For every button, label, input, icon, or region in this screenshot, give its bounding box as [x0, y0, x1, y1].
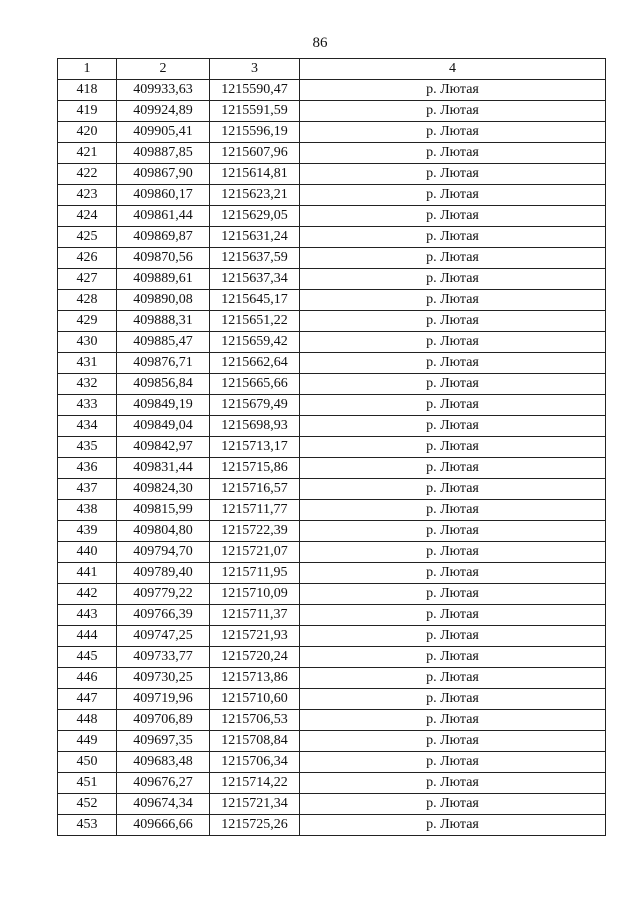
table-row — [58, 668, 606, 689]
table-row — [58, 458, 606, 479]
table-row — [58, 374, 606, 395]
description-cell: р. Лютая — [300, 773, 606, 794]
description-cell: р. Лютая — [300, 668, 606, 689]
table-row — [58, 647, 606, 668]
point-number-cell: 443 — [58, 605, 117, 626]
point-number-cell: 434 — [58, 416, 117, 437]
y-coordinate-cell: 1215725,26 — [210, 815, 300, 836]
y-coordinate-cell: 1215721,34 — [210, 794, 300, 815]
y-coordinate-cell: 1215629,05 — [210, 206, 300, 227]
description-cell: р. Лютая — [300, 815, 606, 836]
point-number-cell: 452 — [58, 794, 117, 815]
y-coordinate-cell: 1215710,60 — [210, 689, 300, 710]
x-coordinate-cell: 409889,61 — [117, 269, 210, 290]
x-coordinate-cell: 409730,25 — [117, 668, 210, 689]
y-coordinate-cell: 1215665,66 — [210, 374, 300, 395]
x-coordinate-cell: 409719,96 — [117, 689, 210, 710]
page-number: 86 — [312, 35, 328, 51]
table-row — [58, 521, 606, 542]
table-row — [58, 773, 606, 794]
point-number-cell: 453 — [58, 815, 117, 836]
point-number-cell: 451 — [58, 773, 117, 794]
x-coordinate-cell: 409861,44 — [117, 206, 210, 227]
point-number-cell: 444 — [58, 626, 117, 647]
point-number-cell: 432 — [58, 374, 117, 395]
description-cell: р. Лютая — [300, 521, 606, 542]
x-coordinate-cell: 409815,99 — [117, 500, 210, 521]
point-number-cell: 440 — [58, 542, 117, 563]
description-cell: р. Лютая — [300, 500, 606, 521]
point-number-cell: 418 — [58, 80, 117, 101]
y-coordinate-cell: 1215706,34 — [210, 752, 300, 773]
table-row — [58, 794, 606, 815]
table-row — [58, 731, 606, 752]
description-cell: р. Лютая — [300, 101, 606, 122]
table-row — [58, 479, 606, 500]
point-number-cell: 428 — [58, 290, 117, 311]
description-cell: р. Лютая — [300, 437, 606, 458]
x-coordinate-cell: 409856,84 — [117, 374, 210, 395]
table-row — [58, 122, 606, 143]
y-coordinate-cell: 1215679,49 — [210, 395, 300, 416]
description-cell: р. Лютая — [300, 416, 606, 437]
x-coordinate-cell: 409697,35 — [117, 731, 210, 752]
table-row — [58, 206, 606, 227]
point-number-cell: 431 — [58, 353, 117, 374]
x-coordinate-cell: 409870,56 — [117, 248, 210, 269]
table-row — [58, 101, 606, 122]
table-row — [58, 752, 606, 773]
point-number-cell: 430 — [58, 332, 117, 353]
x-coordinate-cell: 409666,66 — [117, 815, 210, 836]
point-number-cell: 424 — [58, 206, 117, 227]
y-coordinate-cell: 1215713,86 — [210, 668, 300, 689]
x-coordinate-cell: 409706,89 — [117, 710, 210, 731]
description-cell: р. Лютая — [300, 248, 606, 269]
point-number-cell: 446 — [58, 668, 117, 689]
description-cell: р. Лютая — [300, 479, 606, 500]
x-coordinate-cell: 409887,85 — [117, 143, 210, 164]
y-coordinate-cell: 1215711,95 — [210, 563, 300, 584]
point-number-cell: 445 — [58, 647, 117, 668]
x-coordinate-cell: 409924,89 — [117, 101, 210, 122]
point-number-cell: 433 — [58, 395, 117, 416]
y-coordinate-cell: 1215722,39 — [210, 521, 300, 542]
point-number-cell: 427 — [58, 269, 117, 290]
point-number-cell: 442 — [58, 584, 117, 605]
table-row — [58, 437, 606, 458]
point-number-cell: 449 — [58, 731, 117, 752]
y-coordinate-cell: 1215607,96 — [210, 143, 300, 164]
y-coordinate-cell: 1215651,22 — [210, 311, 300, 332]
table-row — [58, 311, 606, 332]
table-row — [58, 80, 606, 101]
x-coordinate-cell: 409747,25 — [117, 626, 210, 647]
description-cell: р. Лютая — [300, 794, 606, 815]
table-row — [58, 710, 606, 731]
x-coordinate-cell: 409789,40 — [117, 563, 210, 584]
description-cell: р. Лютая — [300, 311, 606, 332]
description-cell: р. Лютая — [300, 290, 606, 311]
y-coordinate-cell: 1215590,47 — [210, 80, 300, 101]
description-cell: р. Лютая — [300, 605, 606, 626]
point-number-cell: 419 — [58, 101, 117, 122]
x-coordinate-cell: 409804,80 — [117, 521, 210, 542]
x-coordinate-cell: 409831,44 — [117, 458, 210, 479]
description-cell: р. Лютая — [300, 80, 606, 101]
point-number-cell: 436 — [58, 458, 117, 479]
x-coordinate-cell: 409733,77 — [117, 647, 210, 668]
description-cell: р. Лютая — [300, 185, 606, 206]
table-row — [58, 164, 606, 185]
y-coordinate-cell: 1215711,37 — [210, 605, 300, 626]
table-row — [58, 416, 606, 437]
description-cell: р. Лютая — [300, 206, 606, 227]
point-number-cell: 441 — [58, 563, 117, 584]
point-number-cell: 425 — [58, 227, 117, 248]
description-cell: р. Лютая — [300, 227, 606, 248]
y-coordinate-cell: 1215631,24 — [210, 227, 300, 248]
table-row — [58, 332, 606, 353]
y-coordinate-cell: 1215714,22 — [210, 773, 300, 794]
x-coordinate-cell: 409885,47 — [117, 332, 210, 353]
y-coordinate-cell: 1215721,07 — [210, 542, 300, 563]
description-cell: р. Лютая — [300, 710, 606, 731]
y-coordinate-cell: 1215711,77 — [210, 500, 300, 521]
y-coordinate-cell: 1215645,17 — [210, 290, 300, 311]
y-coordinate-cell: 1215720,24 — [210, 647, 300, 668]
table-row — [58, 689, 606, 710]
table-row — [58, 542, 606, 563]
y-coordinate-cell: 1215596,19 — [210, 122, 300, 143]
y-coordinate-cell: 1215659,42 — [210, 332, 300, 353]
column-header-2: 2 — [117, 59, 210, 80]
point-number-cell: 429 — [58, 311, 117, 332]
point-number-cell: 426 — [58, 248, 117, 269]
description-cell: р. Лютая — [300, 374, 606, 395]
description-cell: р. Лютая — [300, 752, 606, 773]
y-coordinate-cell: 1215614,81 — [210, 164, 300, 185]
table-row — [58, 248, 606, 269]
description-cell: р. Лютая — [300, 353, 606, 374]
x-coordinate-cell: 409824,30 — [117, 479, 210, 500]
x-coordinate-cell: 409683,48 — [117, 752, 210, 773]
x-coordinate-cell: 409890,08 — [117, 290, 210, 311]
point-number-cell: 437 — [58, 479, 117, 500]
x-coordinate-cell: 409876,71 — [117, 353, 210, 374]
description-cell: р. Лютая — [300, 458, 606, 479]
point-number-cell: 420 — [58, 122, 117, 143]
x-coordinate-cell: 409779,22 — [117, 584, 210, 605]
y-coordinate-cell: 1215706,53 — [210, 710, 300, 731]
table-body — [58, 80, 606, 836]
x-coordinate-cell: 409849,19 — [117, 395, 210, 416]
x-coordinate-cell: 409794,70 — [117, 542, 210, 563]
table-row — [58, 185, 606, 206]
description-cell: р. Лютая — [300, 689, 606, 710]
y-coordinate-cell: 1215715,86 — [210, 458, 300, 479]
description-cell: р. Лютая — [300, 626, 606, 647]
description-cell: р. Лютая — [300, 395, 606, 416]
x-coordinate-cell: 409869,87 — [117, 227, 210, 248]
description-cell: р. Лютая — [300, 122, 606, 143]
point-number-cell: 421 — [58, 143, 117, 164]
description-cell: р. Лютая — [300, 647, 606, 668]
table-row — [58, 290, 606, 311]
y-coordinate-cell: 1215623,21 — [210, 185, 300, 206]
y-coordinate-cell: 1215637,34 — [210, 269, 300, 290]
y-coordinate-cell: 1215662,64 — [210, 353, 300, 374]
x-coordinate-cell: 409888,31 — [117, 311, 210, 332]
table-row — [58, 500, 606, 521]
table-row — [58, 395, 606, 416]
x-coordinate-cell: 409867,90 — [117, 164, 210, 185]
point-number-cell: 439 — [58, 521, 117, 542]
table-row — [58, 353, 606, 374]
table-row — [58, 143, 606, 164]
description-cell: р. Лютая — [300, 332, 606, 353]
y-coordinate-cell: 1215708,84 — [210, 731, 300, 752]
table-row — [58, 269, 606, 290]
description-cell: р. Лютая — [300, 563, 606, 584]
table-row — [58, 227, 606, 248]
point-number-cell: 422 — [58, 164, 117, 185]
x-coordinate-cell: 409933,63 — [117, 80, 210, 101]
y-coordinate-cell: 1215698,93 — [210, 416, 300, 437]
x-coordinate-cell: 409676,27 — [117, 773, 210, 794]
point-number-cell: 435 — [58, 437, 117, 458]
point-number-cell: 447 — [58, 689, 117, 710]
table-row — [58, 584, 606, 605]
y-coordinate-cell: 1215716,57 — [210, 479, 300, 500]
description-cell: р. Лютая — [300, 164, 606, 185]
description-cell: р. Лютая — [300, 269, 606, 290]
x-coordinate-cell: 409860,17 — [117, 185, 210, 206]
coordinates-table — [57, 58, 606, 836]
description-cell: р. Лютая — [300, 731, 606, 752]
column-header-4: 4 — [300, 59, 606, 80]
x-coordinate-cell: 409766,39 — [117, 605, 210, 626]
table-row — [58, 563, 606, 584]
x-coordinate-cell: 409905,41 — [117, 122, 210, 143]
point-number-cell: 450 — [58, 752, 117, 773]
column-header-1: 1 — [58, 59, 117, 80]
x-coordinate-cell: 409842,97 — [117, 437, 210, 458]
y-coordinate-cell: 1215591,59 — [210, 101, 300, 122]
y-coordinate-cell: 1215721,93 — [210, 626, 300, 647]
column-header-3: 3 — [210, 59, 300, 80]
table-row — [58, 626, 606, 647]
point-number-cell: 438 — [58, 500, 117, 521]
y-coordinate-cell: 1215710,09 — [210, 584, 300, 605]
description-cell: р. Лютая — [300, 584, 606, 605]
table-row — [58, 815, 606, 836]
table-header-row — [58, 59, 606, 80]
y-coordinate-cell: 1215713,17 — [210, 437, 300, 458]
x-coordinate-cell: 409849,04 — [117, 416, 210, 437]
description-cell: р. Лютая — [300, 542, 606, 563]
table-row — [58, 605, 606, 626]
point-number-cell: 448 — [58, 710, 117, 731]
y-coordinate-cell: 1215637,59 — [210, 248, 300, 269]
description-cell: р. Лютая — [300, 143, 606, 164]
point-number-cell: 423 — [58, 185, 117, 206]
x-coordinate-cell: 409674,34 — [117, 794, 210, 815]
